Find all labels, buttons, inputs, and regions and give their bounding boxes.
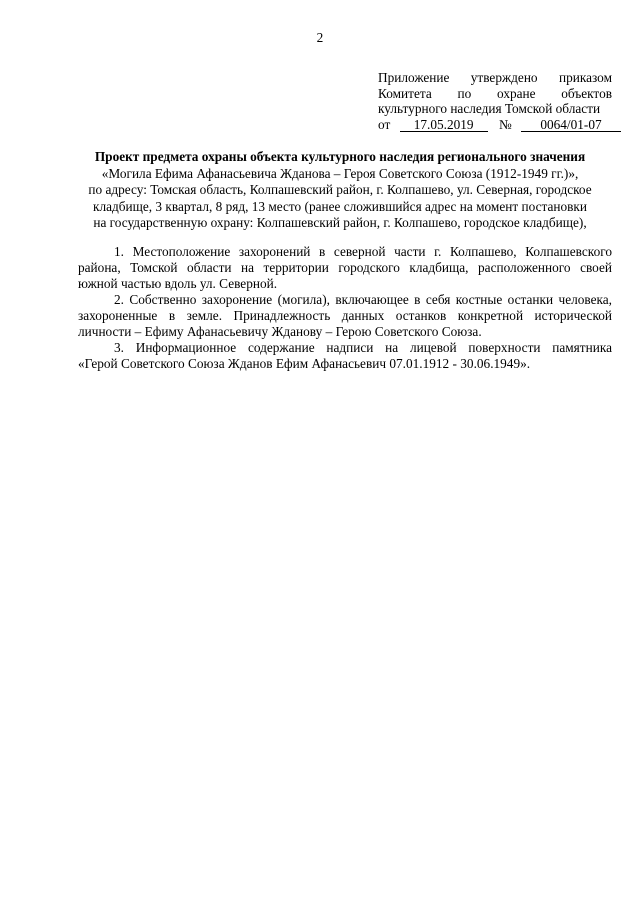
item-line: 2. Собственно захоронение (могила), включающее в себя костные останки человека,	[114, 292, 612, 307]
item-line: «Герой Советского Союза Жданов Ефим Афанасьевич 07.01.1912 - 30.06.1949».	[78, 356, 531, 371]
list-item	[78, 340, 612, 372]
title-line: на государственную охрану: Колпашевский район, г. Колпашево, городское кладбище),	[93, 215, 587, 230]
page-number: 2	[316, 30, 324, 45]
approval-date: 17.05.2019	[400, 118, 488, 132]
list-item	[78, 292, 612, 340]
item-line: южной частью вдоль ул. Северной.	[78, 276, 278, 291]
list-item	[78, 244, 612, 292]
item-line: личности – Ефиму Афанасьевичу Жданову – Герою Советского Союза.	[78, 324, 482, 339]
document-body	[78, 244, 612, 372]
item-line: 1. Местоположение захоронений в северной части г. Колпашево, Колпашевского	[114, 244, 612, 259]
approval-number: 0064/01-07	[521, 118, 621, 132]
item-line: района, Томской области на территории городского кладбища, расположенного своей	[78, 260, 612, 275]
approval-line: культурного наследия Томской области	[378, 101, 601, 116]
item-line: 3. Информационное содержание надписи на лицевой поверхности памятника	[114, 340, 612, 355]
title-heading: Проект предмета охраны объекта культурного наследия регионального значения	[94, 149, 586, 164]
title-line: «Могила Ефима Афанасьевича Жданова – Героя Советского Союза (1912-1949 гг.)»,	[101, 165, 579, 181]
title-line: кладбище, 3 квартал, 8 ряд, 13 место (ранее сложившийся адрес на момент постановки	[92, 198, 587, 214]
number-label: №	[498, 116, 512, 132]
document-title	[60, 149, 620, 232]
approval-line: Комитета по охране объектов	[378, 85, 612, 101]
title-line: по адресу: Томская область, Колпашевский район, г. Колпашево, ул. Северная, городское	[88, 182, 592, 197]
approval-block	[378, 70, 612, 132]
approval-date-line	[378, 117, 612, 133]
from-label: от	[378, 116, 391, 132]
approval-line: Приложение утверждено приказом	[378, 70, 612, 85]
item-line: захороненные в земле. Принадлежность данных останков конкретной исторической	[78, 308, 612, 323]
